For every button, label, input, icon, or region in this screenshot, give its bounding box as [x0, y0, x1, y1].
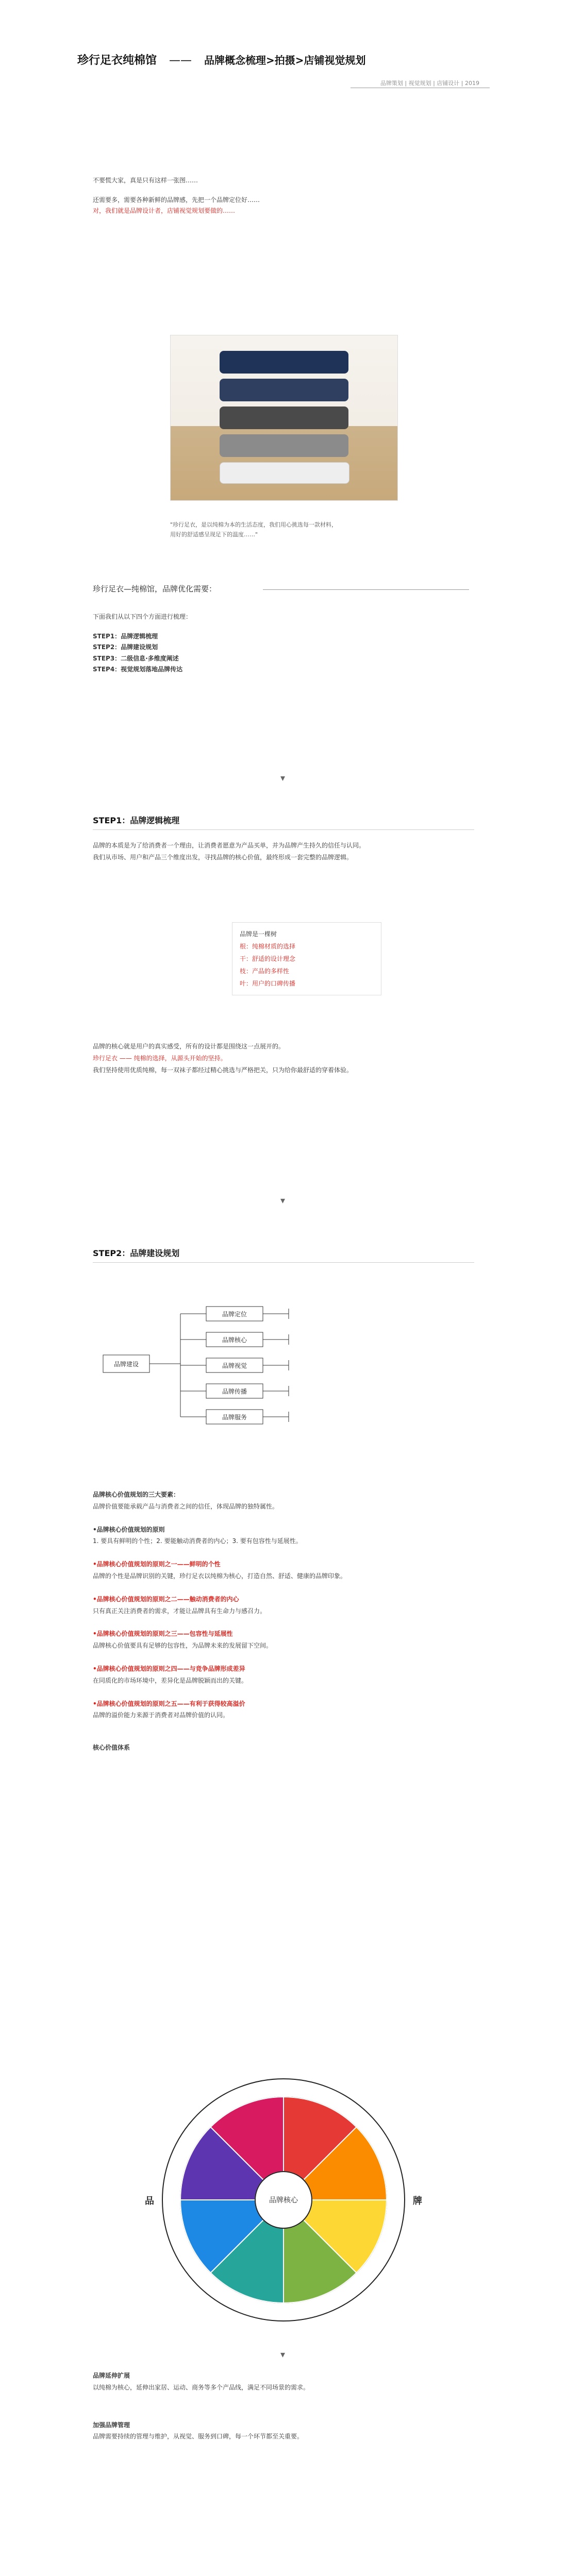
box-line-2: 根：纯棉材质的选择: [240, 943, 296, 950]
step-list: [93, 631, 474, 675]
brand-tree-box: [232, 922, 381, 995]
step-1-body-lower: [93, 1041, 474, 1076]
step-2-title: STEP2：品牌建设规划: [93, 1248, 180, 1258]
step-1-body: [93, 840, 474, 863]
step-1-body-1: 品牌的本质是为了给消费者一个理由，让消费者愿意为产品买单，并为品牌产生持久的信任与认同。: [93, 842, 365, 849]
step-1-body-2: 我们从市场、用户和产品三个维度出发，寻找品牌的核心价值，最终形成一套完整的品牌逻辑。: [93, 853, 353, 861]
principle-body-6: 在同质化的市场环境中，差异化是品牌脱颖而出的关键。: [93, 1676, 248, 1684]
step-list-item-1: STEP1：品牌逻辑梳理: [93, 632, 158, 640]
brand-tree-diagram: [93, 1293, 474, 1448]
wheel-center-label: 品牌核心: [269, 2196, 298, 2205]
box-line-3: 干：舒适的设计理念: [240, 955, 296, 962]
principle-body-5: 品牌核心价值要具有足够的包容性，为品牌未来的发展留下空间。: [93, 1642, 273, 1650]
principle-body-1: 品牌价值要能承载产品与消费者之间的信任，体现品牌的独特属性。: [93, 1502, 279, 1510]
wheel-right-label: 牌: [413, 2196, 422, 2207]
brand-core-wheel: [129, 2071, 438, 2329]
sock-white: [220, 462, 349, 484]
principle-head-7: •品牌核心价值规划的原则之五——有利于获得较高溢价: [93, 1700, 245, 1707]
hero-title-row: [77, 52, 490, 67]
tree-item-1: 品牌定位: [222, 1311, 247, 1318]
extension-head: 品牌延伸扩展: [93, 2372, 130, 2379]
step-list-item-3: STEP3：二级信息·多维度阐述: [93, 654, 179, 662]
section-1-title: 珍行足衣—纯棉馆，品牌优化需要：: [93, 584, 217, 594]
divider-dot-2: ▾: [280, 1195, 286, 1206]
box-line-5: 叶：用户的口碑传播: [240, 980, 296, 987]
brand-title: 珍行足衣纯棉馆: [77, 54, 157, 67]
section-1: [93, 582, 474, 675]
principle-body-7: 品牌的溢价能力来源于消费者对品牌价值的认同。: [93, 1711, 229, 1719]
tree-item-5: 品牌服务: [222, 1414, 247, 1421]
core-system-head: 核心价值体系: [93, 1744, 130, 1752]
management-body: 品牌需要持续的管理与维护，从视觉、服务到口碑，每一个环节都至关重要。: [93, 2433, 304, 2441]
box-line-4: 枝：产品的多样性: [240, 968, 290, 975]
divider-dot: ▾: [280, 773, 286, 784]
sock-light-grey: [220, 434, 348, 457]
tagline: 品牌策划 | 视觉规划 | 店铺设计 | 2019: [380, 80, 479, 87]
quote-line-2: 用好的舒适感呈现足下的温度……": [170, 531, 258, 538]
step-2-rule: [93, 1262, 474, 1263]
intro: [93, 175, 474, 217]
principle-head-2: •品牌核心价值规划的原则: [93, 1526, 165, 1533]
step-1-body-4: 珍行足衣 —— 纯棉的选择，从源头开始的坚持。: [93, 1054, 227, 1062]
page-subtitle: 品牌概念梳理>拍摄>店铺视觉规划: [204, 54, 366, 66]
principle-body-2: 1. 要具有鲜明的个性；2. 要能触动消费者的内心；3. 要有包容性与延展性。: [93, 1537, 302, 1545]
step-1-body-5: 我们坚持使用优质纯棉，每一双袜子都经过精心挑选与严格把关，只为给你最舒适的穿着体验。: [93, 1066, 353, 1074]
step-1-body-3: 品牌的核心就是用户的真实感受，所有的设计都是围绕这一点展开的。: [93, 1043, 285, 1050]
step-list-item-4: STEP4：视觉规划落地品牌传达: [93, 666, 183, 673]
principle-body-3: 品牌的个性是品牌识别的关键，珍行足衣以纯棉为核心，打造自然、舒适、健康的品牌印象。: [93, 1572, 347, 1580]
step-1-rule: [93, 829, 474, 830]
management-head: 加强品牌管理: [93, 2421, 130, 2429]
step-2-principles: [93, 1489, 474, 1754]
wheel-left-label: 品: [145, 2196, 154, 2207]
tree-item-3: 品牌视觉: [222, 1362, 247, 1369]
tree-root-label: 品牌建设: [113, 1361, 139, 1368]
tree-item-2: 品牌核心: [222, 1336, 247, 1344]
sock-grey: [220, 406, 348, 429]
principle-head-1: 品牌核心价值规划的三大要素：: [93, 1491, 180, 1498]
step-2-extension: [93, 2370, 474, 2443]
quote-line-1: "珍行足衣，是以纯棉为本的生活态度，我们用心挑选每一款材料，: [170, 521, 338, 528]
tree-item-4: 品牌传播: [222, 1388, 247, 1395]
photo-caption: [170, 520, 397, 539]
principle-head-4: •品牌核心价值规划的原则之二——触动消费者的内心: [93, 1595, 239, 1603]
sock-blue: [220, 379, 348, 401]
product-photo: [170, 335, 398, 501]
divider-dot-3: ▾: [280, 2349, 286, 2360]
principle-head-5: •品牌核心价值规划的原则之三——包容性与延展性: [93, 1630, 233, 1638]
step-list-item-2: STEP2：品牌建设规划: [93, 643, 158, 651]
principle-head-3: •品牌核心价值规划的原则之一——鲜明的个性: [93, 1561, 221, 1568]
intro-line-1: 不要慌大家，真是只有这样一张图……: [93, 177, 198, 184]
intro-red-line: 对，我们就是品牌设计者，店铺视觉规划要做的……: [93, 207, 236, 215]
title-dash: ——: [169, 54, 192, 67]
section-1-rule: [263, 589, 469, 590]
extension-body: 以纯棉为核心，延伸出家居、运动、商务等多个产品线，满足不同场景的需求。: [93, 2383, 310, 2391]
step-1-title: STEP1：品牌逻辑梳理: [93, 816, 180, 825]
principle-body-4: 只有真正关注消费者的需求，才能让品牌具有生命力与感召力。: [93, 1607, 266, 1615]
sock-navy: [220, 351, 348, 374]
principle-head-6: •品牌核心价值规划的原则之四——与竞争品牌形成差异: [93, 1665, 245, 1672]
tree-branches: [180, 1307, 263, 1424]
section-1-lead: 下面我们从以下四个方面进行梳理：: [93, 613, 192, 620]
intro-line-2: 还需要多，需要各种新鲜的品牌感，先把一个品牌定位好……: [93, 196, 260, 204]
box-line-1: 品牌是一棵树: [240, 930, 277, 938]
hero: [77, 52, 490, 87]
